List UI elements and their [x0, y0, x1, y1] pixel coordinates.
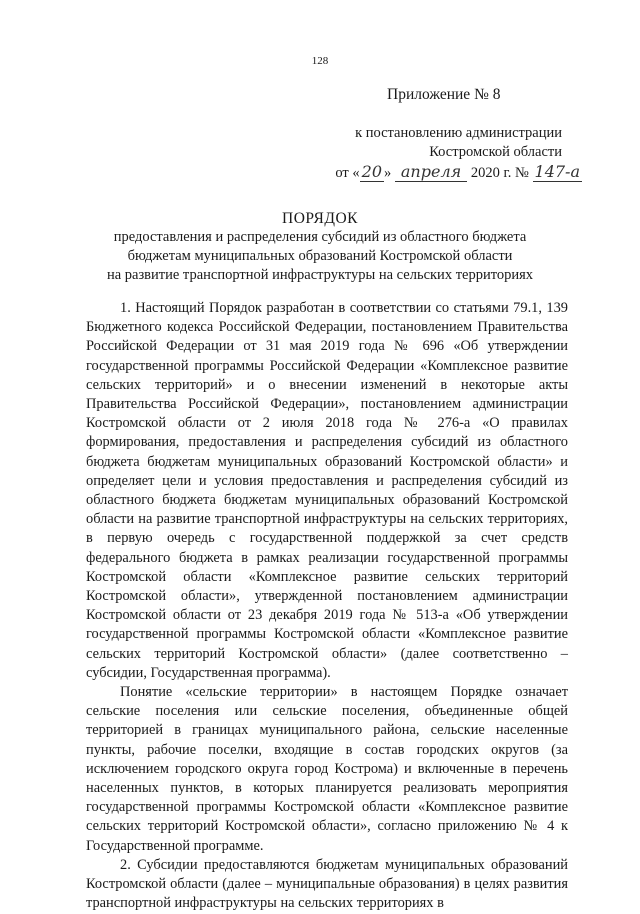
handwritten-day: 20: [361, 162, 383, 181]
document-title: ПОРЯДОК: [282, 210, 358, 227]
appendix-heading: Приложение № 8: [387, 86, 501, 103]
page-number: 128: [311, 55, 329, 67]
handwritten-number: 147-а: [534, 162, 580, 181]
paragraph-1: 1. Настоящий Порядок разработан в соответствии со статьями 79.1, 139 Бюджетного кодекса Российской Федерации, постановлением Правительства Российской Федерации от 31 мая 2019 года № 696 «Об утверждении государственной программы Российской Федерации «Комплексное развитие сельских территорий» и о внесении изменений в некоторые акты Правительства Российской Федерации», постановлением администрации Костромской области от 2 июля 2018 года № 276-а «О правилах формирования, предоставления и распределения субсидий из областного бюджета бюджетам муниципальных образований Костромской области» и определяет цели и условия предоставления и распределения субсидий из областного бюджета бюджетам муниципальных образований Костромской области на развитие транспортной инфраструктуры на сельских территориях, в первую очередь с государственной поддержкой за счет средств федерального бюджета в рамках реализации государственной программы Костромской области «Комплексное развитие сельских территорий Костромской области», утвержденной постановлением администрации Костромской области от 23 декабря 2019 года № 513-а «Об утверждении государственной программы Костромской области «Комплексное развитие сельских территорий Костромской области» (далее соответственно – субсидии, Государственная программа).: [86, 300, 568, 681]
document-body: [86, 299, 568, 914]
document-subtitle-line-2: бюджетам муниципальных образований Костромской области: [127, 248, 513, 264]
paragraph-2: 2. Субсидии предоставляются бюджетам муниципальных образований Костромской области (далее – муниципальные образования) в целях развития транспортной инфраструктуры на сельских территориях в: [86, 856, 568, 912]
handwritten-month: апреля: [395, 162, 467, 182]
resolution-date: [335, 162, 582, 182]
date-year: 2020 г. №: [470, 165, 529, 181]
date-quote-close: »: [384, 165, 392, 181]
document-subtitle-line-3: на развитие транспортной инфраструктуры на сельских территориях: [106, 267, 534, 283]
paragraph-rural-territories: Понятие «сельские территории» в настоящем Порядке означает сельские поселения или сельские поселения, объединенные общей территорией в границах муниципального района, сельские населенные пункты, рабочие поселки, входящие в состав городских округов (за исключением городского округа город Кострома) и включенные в перечень населенных пунктов, в которых планируется реализовать мероприятия государственной программы Костромской области «Комплексное развитие сельских территорий Костромской области», согласно приложению № 4 к Государственной программе.: [86, 684, 568, 854]
document-subtitle-line-1: предоставления и распределения субсидий из областного бюджета: [113, 229, 527, 245]
resolution-reference-line-2: Костромской области: [429, 144, 562, 160]
resolution-reference-line-1: к постановлению администрации: [355, 125, 562, 141]
date-prefix: от «: [335, 165, 360, 181]
